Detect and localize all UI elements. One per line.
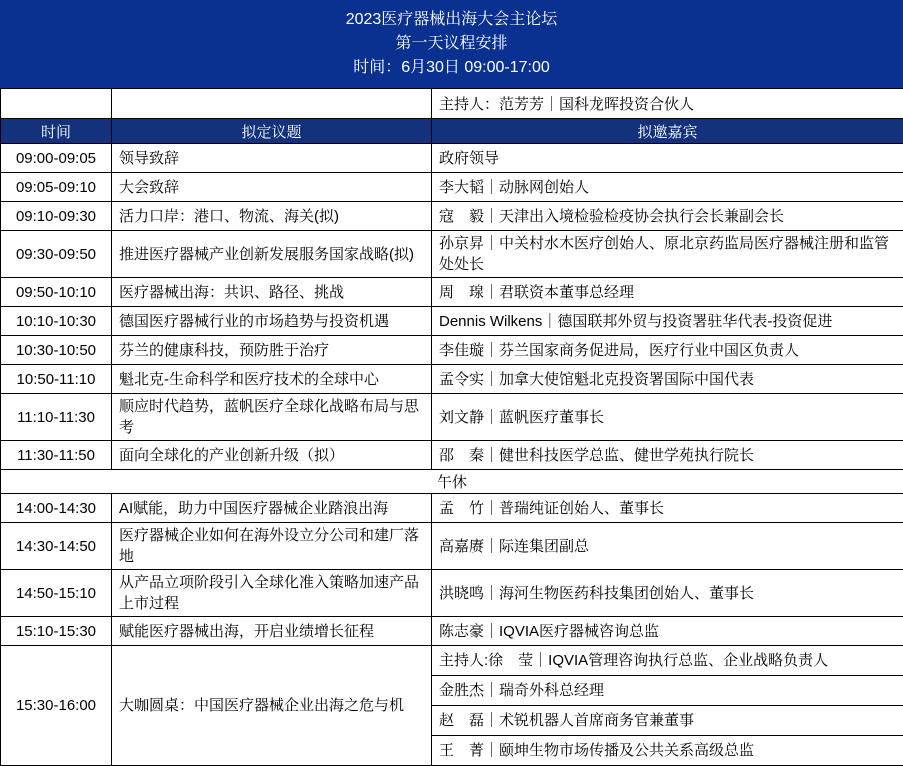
topic-cell: 从产品立项阶段引入全球化准入策略加速产品上市过程 (112, 570, 432, 617)
guest-entry: 金胜杰｜瑞奇外科总经理 (432, 675, 903, 705)
guest-cell: 洪晓鸣｜海河生物医药科技集团创始人、董事长 (432, 570, 903, 617)
guest-cell: 高嘉赓｜际连集团副总 (432, 523, 903, 570)
break-cell: 午休 (1, 470, 903, 494)
time-cell: 14:30-14:50 (1, 523, 112, 570)
column-header-topic: 拟定议题 (112, 119, 432, 144)
topic-cell: 顺应时代趋势，蓝帆医疗全球化战略布局与思考 (112, 394, 432, 441)
guest-cell: 孟令实｜加拿大使馆魁北克投资署国际中国代表 (432, 365, 903, 394)
agenda-row (1, 173, 903, 202)
guest-cell: 周 瑔｜君联资本董事总经理 (432, 278, 903, 307)
agenda-row (1, 570, 903, 617)
guest-cell: 李大韬｜动脉网创始人 (432, 173, 903, 202)
banner-time-line: 时间：6月30日 09:00-17:00 (0, 56, 903, 80)
guest-cell: 陈志豪｜IQVIA医疗器械咨询总监 (432, 617, 903, 646)
agenda-table (0, 88, 903, 766)
time-cell: 15:30-16:00 (1, 646, 112, 766)
banner-subtitle: 第一天议程安排 (0, 32, 903, 56)
topic-cell: 医疗器械出海：共识、路径、挑战 (112, 278, 432, 307)
guest-cell: 孟 竹｜普瑞纯证创始人、董事长 (432, 494, 903, 523)
time-cell: 14:00-14:30 (1, 494, 112, 523)
guest-cell: 政府领导 (432, 144, 903, 173)
time-cell: 15:10-15:30 (1, 617, 112, 646)
moderator-text: 主持人：范芳芳｜国科龙晖投资合伙人 (432, 89, 903, 119)
agenda-row (1, 231, 903, 278)
topic-cell: 赋能医疗器械出海，开启业绩增长征程 (112, 617, 432, 646)
agenda-head (1, 89, 903, 144)
guest-cell: 李佳璇｜芬兰国家商务促进局，医疗行业中国区负责人 (432, 336, 903, 365)
guest-cell: 邵 秦｜健世科技医学总监、健世学苑执行院长 (432, 441, 903, 470)
agenda-row (1, 617, 903, 646)
guest-entry: 主持人:徐 莹｜IQVIA管理咨询执行总监、企业战略负责人 (432, 646, 903, 675)
topic-cell: 推进医疗器械产业创新发展服务国家战略(拟) (112, 231, 432, 278)
break-row (1, 470, 903, 494)
conference-banner (0, 0, 903, 88)
agenda-row (1, 441, 903, 470)
agenda-body (1, 144, 903, 766)
banner-title: 2023医疗器械出海大会主论坛 (0, 8, 903, 32)
moderator-row (1, 89, 903, 119)
topic-cell: 大会致辞 (112, 173, 432, 202)
time-cell: 14:50-15:10 (1, 570, 112, 617)
topic-cell: 芬兰的健康科技，预防胜于治疗 (112, 336, 432, 365)
guest-cell: 寇 毅｜天津出入境检验检疫协会执行会长兼副会长 (432, 202, 903, 231)
guest-cell: 刘文静｜蓝帆医疗董事长 (432, 394, 903, 441)
topic-cell: 德国医疗器械行业的市场趋势与投资机遇 (112, 307, 432, 336)
column-header-time: 时间 (1, 119, 112, 144)
time-cell: 11:10-11:30 (1, 394, 112, 441)
topic-cell: 活力口岸：港口、物流、海关(拟) (112, 202, 432, 231)
time-cell: 09:30-09:50 (1, 231, 112, 278)
time-cell: 09:10-09:30 (1, 202, 112, 231)
agenda-row (1, 646, 903, 766)
agenda-row (1, 523, 903, 570)
topic-cell: 面向全球化的产业创新升级（拟） (112, 441, 432, 470)
agenda-row (1, 336, 903, 365)
guest-cell (432, 646, 903, 766)
column-header-guests: 拟邀嘉宾 (432, 119, 903, 144)
time-cell: 10:30-10:50 (1, 336, 112, 365)
guest-cell: Dennis Wilkens｜德国联邦外贸与投资署驻华代表-投资促进 (432, 307, 903, 336)
agenda-row (1, 202, 903, 231)
time-cell: 11:30-11:50 (1, 441, 112, 470)
topic-cell: 领导致辞 (112, 144, 432, 173)
time-cell: 09:50-10:10 (1, 278, 112, 307)
agenda-row (1, 494, 903, 523)
moderator-row-empty-time (1, 89, 112, 119)
topic-cell: 魁北克-生命科学和医疗技术的全球中心 (112, 365, 432, 394)
topic-cell: 医疗器械企业如何在海外设立分公司和建厂落地 (112, 523, 432, 570)
guest-entry: 赵 磊｜术锐机器人首席商务官兼董事 (432, 705, 903, 735)
guest-entry: 王 菁｜颐坤生物市场传播及公共关系高级总监 (432, 735, 903, 765)
topic-cell: AI赋能，助力中国医疗器械企业踏浪出海 (112, 494, 432, 523)
time-cell: 10:10-10:30 (1, 307, 112, 336)
agenda-row (1, 365, 903, 394)
time-cell: 10:50-11:10 (1, 365, 112, 394)
column-header-row (1, 119, 903, 144)
agenda-row (1, 307, 903, 336)
agenda-row (1, 144, 903, 173)
guest-cell: 孙京昇｜中关村水木医疗创始人、原北京药监局医疗器械注册和监管处处长 (432, 231, 903, 278)
agenda-row (1, 394, 903, 441)
topic-cell: 大咖圆桌：中国医疗器械企业出海之危与机 (112, 646, 432, 766)
agenda-row (1, 278, 903, 307)
moderator-row-empty-topic (112, 89, 432, 119)
time-cell: 09:00-09:05 (1, 144, 112, 173)
time-cell: 09:05-09:10 (1, 173, 112, 202)
